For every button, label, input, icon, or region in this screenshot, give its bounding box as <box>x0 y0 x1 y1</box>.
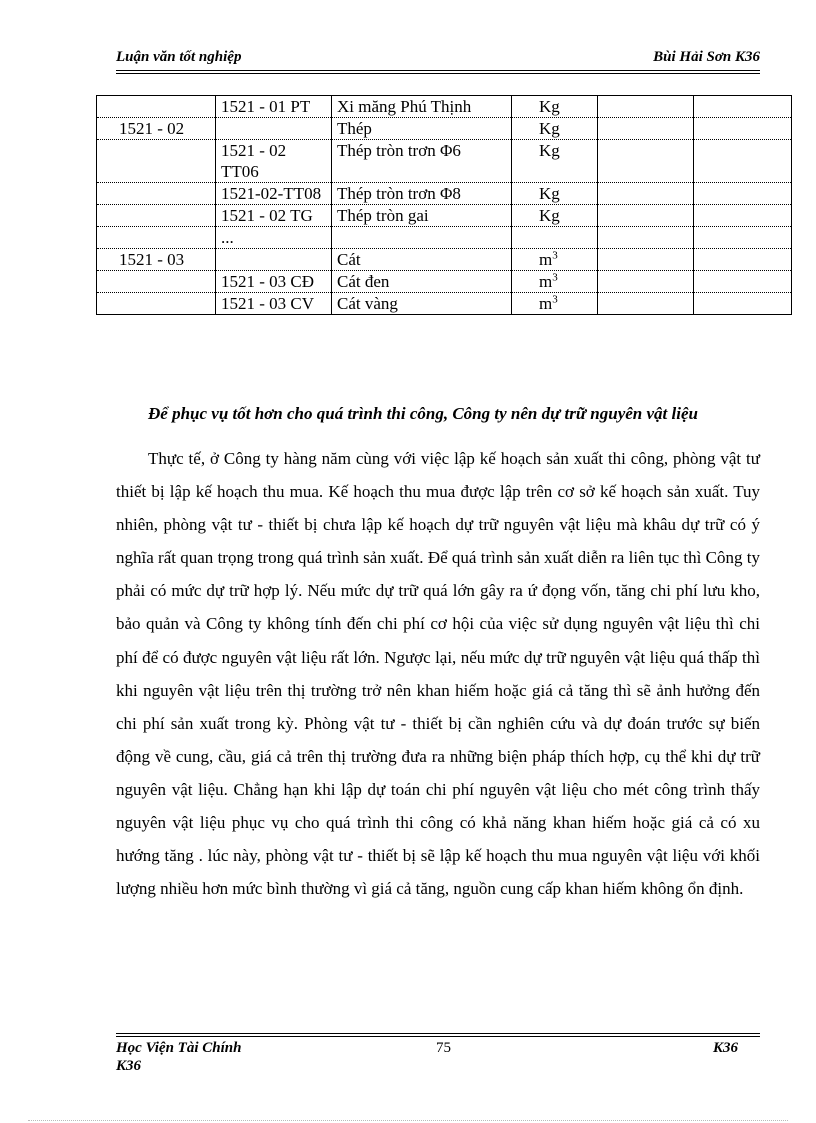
item-name-cell: Thép tròn trơn Φ6 <box>332 140 512 183</box>
footer-class: K36 <box>116 1058 142 1074</box>
table-row <box>97 205 792 227</box>
empty-cell <box>598 140 694 183</box>
table-row <box>97 271 792 293</box>
page-header <box>116 49 760 69</box>
empty-cell <box>598 118 694 140</box>
unit-cell <box>512 293 598 315</box>
unit-superscript: 3 <box>552 293 558 306</box>
empty-cell <box>694 249 792 271</box>
empty-cell <box>694 183 792 205</box>
section-heading: Để phục vụ tốt hơn cho quá trình thi công, Công ty nên dự trữ nguyên vật liệu <box>148 404 698 423</box>
footer-rule <box>116 1033 760 1034</box>
unit-cell: Kg <box>512 140 598 183</box>
item-name-cell: Cát đen <box>332 271 512 293</box>
empty-cell <box>598 183 694 205</box>
item-name-cell: Thép tròn gai <box>332 205 512 227</box>
footer-rule-double <box>116 1036 760 1037</box>
item-code-cell: 1521 - 03 CV <box>216 293 332 315</box>
unit-superscript: 3 <box>552 249 558 262</box>
item-code-cell: ... <box>216 227 332 249</box>
empty-cell <box>694 96 792 118</box>
header-author: Bùi Hải Sơn K36 <box>653 49 760 65</box>
empty-cell <box>598 205 694 227</box>
table-row <box>97 140 792 183</box>
item-code-cell: 1521 - 01 PT <box>216 96 332 118</box>
item-code-cell: 1521-02-TT08 <box>216 183 332 205</box>
item-name-cell <box>332 227 512 249</box>
unit-cell <box>512 227 598 249</box>
footer-class-right: K36 <box>712 1040 738 1056</box>
unit-text: m <box>539 250 553 269</box>
table-row <box>97 293 792 315</box>
group-code-cell <box>97 140 216 183</box>
materials-table <box>96 95 792 315</box>
unit-cell <box>512 249 598 271</box>
group-code-cell: 1521 - 03 <box>97 249 216 271</box>
header-thesis-title: Luận văn tốt nghiệp <box>116 49 242 65</box>
table-row <box>97 249 792 271</box>
item-code-cell <box>216 249 332 271</box>
footer-institution <box>116 1039 241 1075</box>
page-footer <box>116 1039 760 1079</box>
footer-institution-name: Học Viện Tài Chính <box>116 1040 242 1056</box>
table-row <box>97 183 792 205</box>
item-code-cell: 1521 - 02 TG <box>216 205 332 227</box>
group-code-cell: 1521 - 02 <box>97 118 216 140</box>
empty-cell <box>694 140 792 183</box>
unit-cell: Kg <box>512 96 598 118</box>
empty-cell <box>598 227 694 249</box>
unit-cell: Kg <box>512 118 598 140</box>
group-code-cell <box>97 205 216 227</box>
empty-cell <box>694 271 792 293</box>
empty-cell <box>598 271 694 293</box>
item-code-cell: 1521 - 02 TT06 <box>216 140 332 183</box>
item-code-cell <box>216 118 332 140</box>
unit-cell: Kg <box>512 183 598 205</box>
item-name-cell: Cát <box>332 249 512 271</box>
empty-cell <box>598 293 694 315</box>
item-name-cell: Cát vàng <box>332 293 512 315</box>
table-row <box>97 118 792 140</box>
group-code-cell <box>97 227 216 249</box>
item-name-cell: Thép tròn trơn Φ8 <box>332 183 512 205</box>
table-row <box>97 227 792 249</box>
group-code-cell <box>97 271 216 293</box>
empty-cell <box>598 96 694 118</box>
unit-text: m <box>539 272 553 291</box>
page-number: 75 <box>436 1040 451 1056</box>
table-row <box>97 96 792 118</box>
header-rule-double <box>116 73 760 74</box>
body-paragraph: Thực tế, ở Công ty hàng năm cùng với việc lập kế hoạch sản xuất thi công, phòng vật tư thiết bị lập kế hoạch thu mua. Kế hoạch thu mua được lập trên cơ sở kế hoạch sản xuất. Tuy nhiên, phòng vật tư - thiết bị chưa lập kế hoạch dự trữ nguyên vật liệu mà khâu dự trữ có ý nghĩa rất quan trọng trong quá trình sản xuất. Để quá trình sản xuất diễn ra liên tục thì Công ty phải có mức dự trữ hợp lý. Nếu mức dự trữ quá lớn gây ra ứ đọng vốn, tăng chi phí lưu kho, bảo quản và Công ty không tính đến chi phí cơ hội của việc sử dụng nguyên vật liệu thì chi phí để có được nguyên vật liệu rất lớn. Ngược lại, nếu mức dự trữ nguyên vật liệu quá thấp thì khi nguyên vật liệu trên thị trường trở nên khan hiếm hoặc giá cả tăng thì sẽ ảnh hưởng đến chi phí sản xuất trong kỳ. Phòng vật tư - thiết bị cần nghiên cứu và dự đoán trước sự biến động về cung, cầu, giá cả trên thị trường đưa ra những biện pháp thích hợp, cụ thể khi dự trữ nguyên vật liệu. Chẳng hạn khi lập dự toán chi phí nguyên vật liệu cho mét công trình thấy nguyên vật liệu phục vụ cho quá trình thi công có khả năng khan hiếm hoặc giá cả có xu hướng tăng . lúc này, phòng vật tư - thiết bị sẽ lập kế hoạch thu mua nguyên vật liệu với khối lượng nhiều hơn mức bình thường vì giá cả tăng, nguồn cung cấp khan hiếm không ổn định. <box>116 449 760 899</box>
unit-superscript: 3 <box>552 271 558 284</box>
empty-cell <box>694 118 792 140</box>
item-code-cell: 1521 - 03 CĐ <box>216 271 332 293</box>
page-bottom-border <box>28 1120 788 1121</box>
unit-cell <box>512 271 598 293</box>
header-rule <box>116 70 760 71</box>
item-name-cell: Xi măng Phú Thịnh <box>332 96 512 118</box>
unit-text: m <box>539 294 553 313</box>
group-code-cell <box>97 96 216 118</box>
empty-cell <box>694 205 792 227</box>
unit-cell: Kg <box>512 205 598 227</box>
group-code-cell <box>97 183 216 205</box>
item-name-cell: Thép <box>332 118 512 140</box>
empty-cell <box>694 293 792 315</box>
empty-cell <box>694 227 792 249</box>
group-code-cell <box>97 293 216 315</box>
empty-cell <box>598 249 694 271</box>
